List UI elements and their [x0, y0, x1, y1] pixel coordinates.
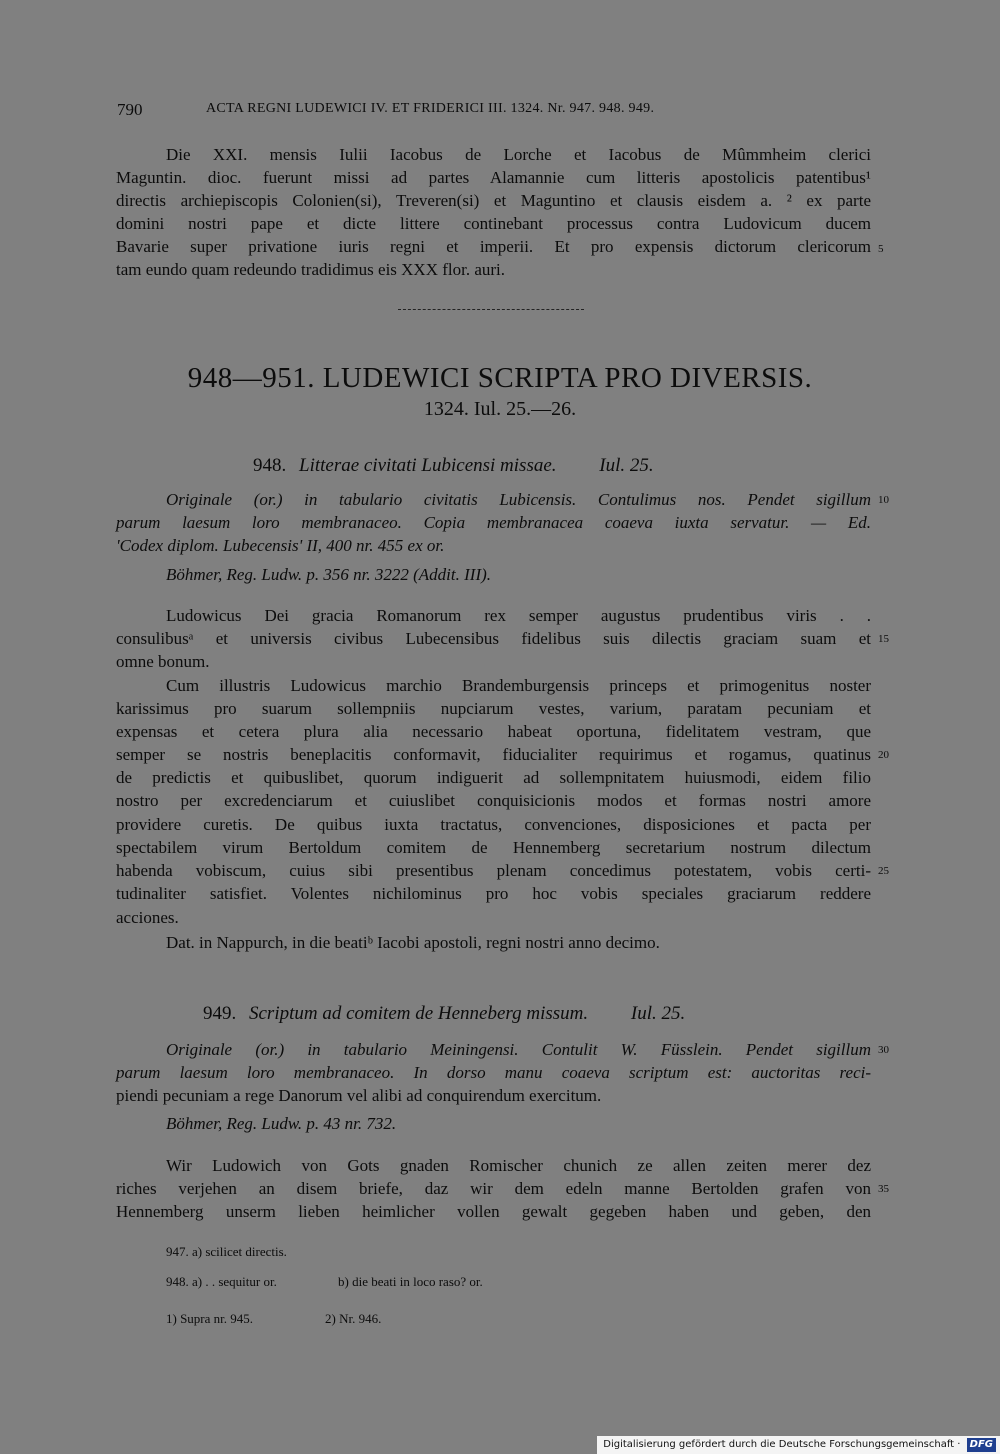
- intro-line: Maguntin. dioc. fuerunt missi ad partes Alamannie cum litteris apostolicis patentibus¹: [116, 168, 871, 187]
- footnote-948b: b) die beati in loco raso? or.: [338, 1274, 483, 1289]
- doc-948-text-line: de predictis et quibuslibet, quorum indiguerit ad sollempnitatem huiusmodi, eidem filio: [116, 768, 871, 787]
- doc-948-text-line: karissimus pro suarum sollempniis nupciarum vestes, varium, paratam pecuniam et: [116, 699, 871, 718]
- margin-line-number: 15: [878, 633, 889, 645]
- doc-949-text-line: riches verjehen an disem briefe, daz wir dem edeln manne Bertolden grafen von: [116, 1179, 871, 1198]
- footnote-2: 2) Nr. 946.: [325, 1311, 382, 1326]
- margin-line-number: 20: [878, 749, 889, 761]
- intro-line: directis archiepiscopis Colonien(si), Treveren(si) et Maguntino et clausis eisdem a. ² ex parte: [116, 191, 871, 210]
- doc-948-text-line: Ludowicus Dei gracia Romanorum rex semper augustus prudentibus viris . .: [166, 606, 871, 625]
- intro-line: domini nostri pape et dicte littere continebant processus contra Ludovicum ducem: [116, 214, 871, 233]
- doc-948-text-line: Cum illustris Ludowicus marchio Brandemburgensis princeps et primogenitus noster: [166, 676, 871, 695]
- section-title: 948—951. LUDEWICI SCRIPTA PRO DIVERSIS.: [187, 362, 813, 394]
- doc-949-number: 949.: [203, 1003, 237, 1024]
- dfg-credit-text: Digitalisierung gefördert durch die Deutsche Forschungsgemeinschaft ·: [603, 1439, 961, 1450]
- footnote-948a: 948. a) . . sequitur or.: [166, 1274, 277, 1289]
- doc-948-text-line: nostro per excredenciarum et cuiuslibet conquisicionis modos et formas nostri amore: [116, 791, 871, 810]
- doc-948-text-line: providere curetis. De quibus iuxta tractatus, convenciones, disposiciones et pacta per: [116, 815, 871, 834]
- doc-949-heading: [203, 1003, 685, 1025]
- doc-948-text-line: expensas et cetera plura alia necessario habeat oportuna, fidelitatem vestram, que: [116, 722, 871, 741]
- margin-line-number: 10: [878, 494, 889, 506]
- page-number: 790: [117, 100, 143, 119]
- doc-948-text-line: habenda vobiscum, cuius sibi presentibus plenam concedimus potestatem, vobis certi-: [116, 861, 871, 880]
- doc-948-dating: Dat. in Nappurch, in die beatiᵇ Iacobi apostoli, regni nostri anno decimo.: [166, 933, 660, 952]
- intro-line: Bavarie super privatione iuris regni et imperii. Et pro expensis dictorum clericorum: [116, 237, 871, 256]
- doc-948-title: Litterae civitati Lubicensi missae.: [299, 455, 557, 476]
- doc-948-date: Iul. 25.: [599, 455, 654, 476]
- doc-948-text-line: acciones.: [116, 908, 179, 927]
- doc-949-source-line: parum laesum loro membranaceo. In dorso manu coaeva scriptum est: auctoritas reci-: [116, 1063, 871, 1082]
- doc-948-text-line: omne bonum.: [116, 652, 210, 671]
- section-date: 1324. Iul. 25.—26.: [423, 398, 577, 420]
- doc-948-number: 948.: [253, 455, 287, 476]
- doc-948-source-line: 'Codex diplom. Lubecensis' II, 400 nr. 455 ex or.: [116, 536, 445, 555]
- section-divider: [398, 309, 584, 310]
- doc-948-text-line: spectabilem virum Bertoldum comitem de Hennemberg secretarium nostrum dilectum: [116, 838, 871, 857]
- doc-949-text-line: Wir Ludowich von Gots gnaden Romischer chunich ze allen zeiten merer dez: [166, 1156, 871, 1175]
- doc-949-date: Iul. 25.: [630, 1003, 686, 1024]
- doc-948-text-line: tudinaliter satisfiet. Volentes nichilominus pro hoc vobis speciales graciarum reddere: [116, 884, 871, 903]
- doc-948-text-line: consulibusᵃ et universis civibus Lubecensibus fidelibus suis dilectis graciam suam et: [116, 629, 871, 648]
- doc-949-title: Scriptum ad comitem de Henneberg missum.: [249, 1003, 589, 1024]
- doc-948-text-line: semper se nostris beneplacitis conformavit, fiducialiter requirimus et rogamus, quatinus: [116, 745, 871, 764]
- intro-line: Die XXI. mensis Iulii Iacobus de Lorche et Iacobus de Mûmmheim clerici: [166, 145, 871, 164]
- margin-line-number: 35: [878, 1183, 889, 1195]
- doc-949-source-line: Originale (or.) in tabulario Meiningensi. Contulit W. Füsslein. Pendet sigillum: [166, 1040, 871, 1059]
- doc-949-text-line: Hennemberg unserm lieben heimlicher vollen gewalt gegeben haben und geben, den: [116, 1202, 871, 1221]
- dfg-credit-bar: [597, 1436, 1000, 1454]
- footnote-1: 1) Supra nr. 945.: [166, 1311, 254, 1326]
- doc-948-regest: Böhmer, Reg. Ludw. p. 356 nr. 3222 (Addit. III).: [166, 565, 492, 584]
- doc-949-regest: Böhmer, Reg. Ludw. p. 43 nr. 732.: [166, 1114, 397, 1133]
- footnote-947: 947. a) scilicet directis.: [166, 1244, 287, 1259]
- doc-948-heading: [253, 455, 654, 477]
- doc-949-source-line: piendi pecuniam a rege Danorum vel alibi ad conquirendum exercitum.: [116, 1086, 602, 1105]
- intro-line: tam eundo quam redeundo tradidimus eis XXX flor. auri.: [116, 260, 506, 279]
- margin-line-number: 25: [878, 865, 889, 877]
- margin-line-number: 30: [878, 1044, 889, 1056]
- doc-948-source-line: parum laesum loro membranaceo. Copia membranacea coaeva iuxta servatur. — Ed.: [116, 513, 871, 532]
- running-title: ACTA REGNI LUDEWICI IV. ET FRIDERICI III. 1324. Nr. 947. 948. 949.: [206, 101, 655, 116]
- dfg-logo: DFG: [967, 1438, 996, 1452]
- doc-948-source-line: Originale (or.) in tabulario civitatis Lubicensis. Contulimus nos. Pendet sigillum: [166, 490, 871, 509]
- margin-line-number: 5: [878, 243, 884, 255]
